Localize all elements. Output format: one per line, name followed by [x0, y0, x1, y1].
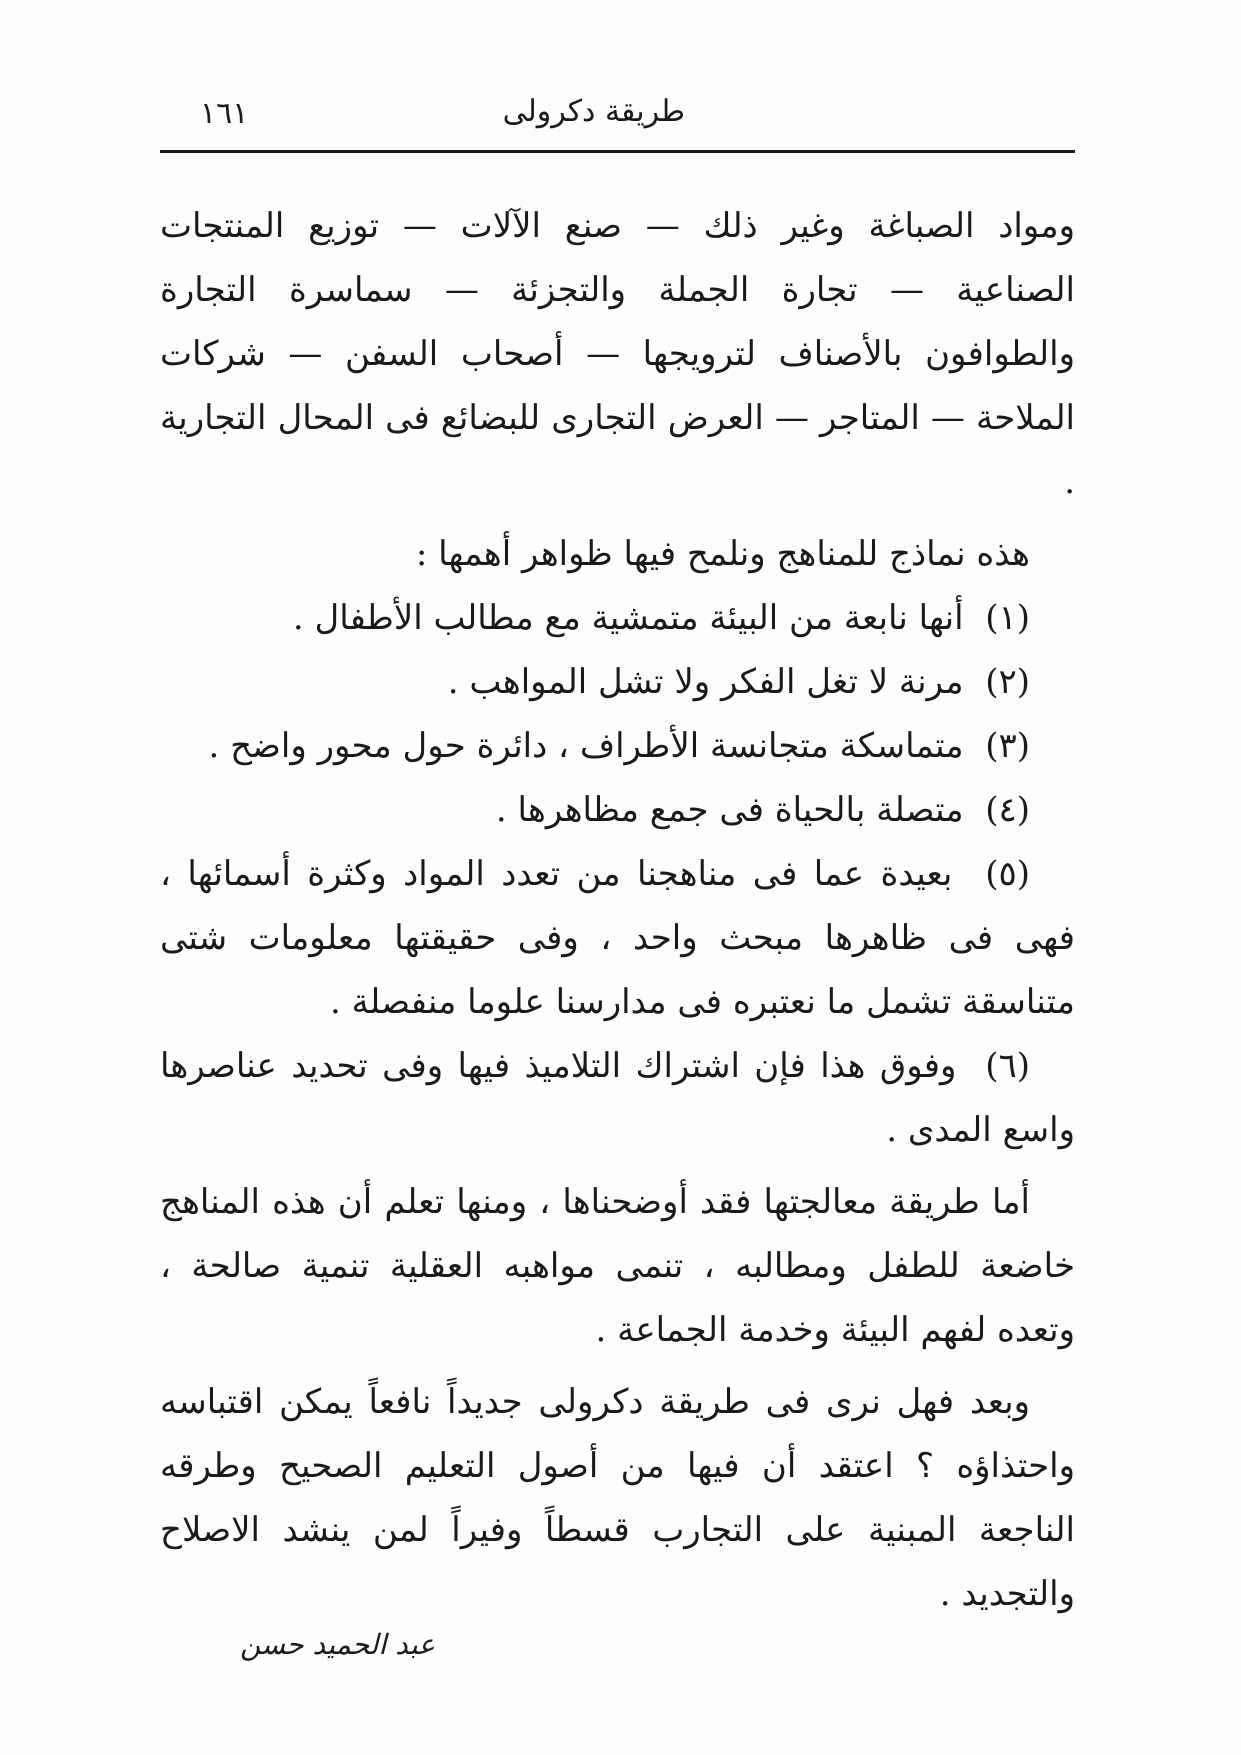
list-item-6	[160, 1034, 1075, 1162]
list-item-text: متصلة بالحياة فى جمع مظاهرها .	[495, 790, 964, 830]
paragraph-4: وبعد فهل نرى فى طريقة دكرولى جديداً نافعاً يمكن اقتباسه واحتذاؤه ؟ اعتقد أن فيها من أصول التعليم الصحيح وطرقه الناجعة المبنية على التجارب قسطاً وفيراً لمن ينشد الاصلاح والتجديد .	[160, 1382, 1075, 1614]
list-item-5	[160, 842, 1075, 1034]
paragraph-1: ومواد الصباغة وغير ذلك — صنع الآلات — توزيع المنتجات الصناعية — تجارة الجملة والتجزئة — سماسرة التجارة والطوافون بالأصناف لترويجها — أصحاب السفن — شركات الملاحة — المتاجر — العرض التجارى للبضائع فى المحال التجارية .	[160, 206, 1075, 502]
list-item-number: (٣)	[985, 726, 1030, 766]
list-item-number: (٤)	[985, 790, 1030, 830]
list-item-text: وفوق هذا فإن اشتراك التلاميذ فيها وفى تحديد عناصرها واسع المدى .	[160, 1046, 1075, 1150]
page-header	[160, 92, 1075, 148]
list-item-number: (٦)	[985, 1046, 1030, 1086]
list-item-2	[160, 650, 1075, 714]
running-title: طريقة دكرولى	[502, 94, 685, 129]
list-item-1	[160, 586, 1075, 650]
list-item-4	[160, 778, 1075, 842]
page-number: ١٦١	[200, 96, 249, 131]
list-item-text: بعيدة عما فى مناهجنا من تعدد المواد وكثرة أسمائها ، فهى فى ظاهرها مبحث واحد ، وفى حقيقتها معلومات شتى متناسقة تشمل ما نعتبره فى مدارسنا علوما منفصلة .	[160, 854, 1075, 1022]
list-item-number: (١)	[985, 598, 1030, 638]
page-body	[160, 194, 1075, 1626]
list-item-3	[160, 714, 1075, 778]
list-item-text: متماسكة متجانسة الأطراف ، دائرة حول محور واضح .	[208, 726, 964, 766]
list-item-text: أنها نابعة من البيئة متمشية مع مطالب الأطفال .	[292, 598, 964, 638]
paragraph-2: هذه نماذج للمناهج ونلمح فيها ظواهر أهمها :	[415, 534, 1030, 574]
header-rule	[160, 150, 1075, 153]
author-signature: عبد الحميد حسن	[240, 1628, 435, 1661]
list-item-number: (٥)	[985, 854, 1030, 894]
list-item-text: مرنة لا تغل الفكر ولا تشل المواهب .	[447, 662, 964, 702]
list-item-number: (٢)	[985, 662, 1030, 702]
paragraph-3: أما طريقة معالجتها فقد أوضحناها ، ومنها تعلم أن هذه المناهج خاضعة للطفل ومطالبه ، تنمى مواهبه العقلية تنمية صالحة ، وتعده لفهم البيئة وخدمة الجماعة .	[160, 1182, 1075, 1350]
